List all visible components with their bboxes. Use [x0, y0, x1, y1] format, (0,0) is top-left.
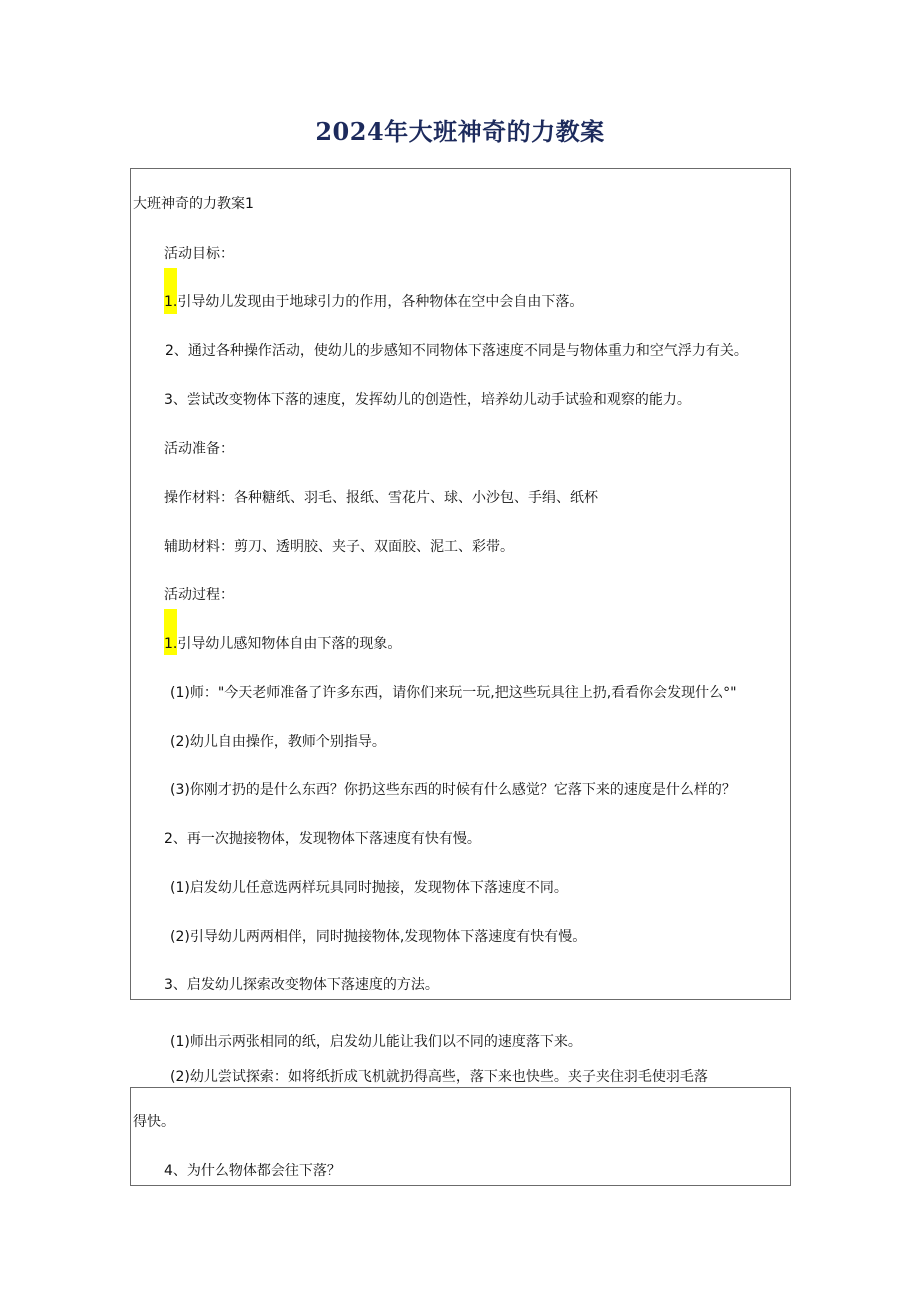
text-line: (1)师出示两张相同的纸，启发幼儿能让我们以不同的速度落下来。 — [170, 1034, 582, 1050]
text-line: 活动准备： — [164, 441, 234, 457]
text-line: 2、通过各种操作活动，使幼儿的步感知不同物体下落速度不同是与物体重力和空气浮力有关。 — [165, 343, 748, 359]
text-line: 活动过程： — [164, 587, 234, 603]
text-line: 1.引导幼儿发现由于地球引力的作用，各种物体在空中会自由下落。 — [164, 294, 584, 310]
text-line: 活动目标： — [164, 246, 234, 262]
text-line: 操作材料：各种糖纸、羽毛、报纸、雪花片、球、小沙包、手绢、纸杯 — [164, 490, 598, 506]
text-line: 3、尝试改变物体下落的速度，发挥幼儿的创造性，培养幼儿动手试验和观察的能力。 — [164, 392, 691, 408]
section-title: 大班神奇的力教案1 — [133, 196, 254, 212]
text-line: 得快。 — [133, 1114, 175, 1130]
text-line: 4、为什么物体都会往下落？ — [164, 1163, 341, 1179]
text-line: (2)幼儿尝试探索：如将纸折成飞机就扔得高些，落下来也快些。夹子夹住羽毛使羽毛落 — [170, 1069, 708, 1085]
text-line: (2)幼儿自由操作，教师个别指导。 — [170, 734, 386, 750]
text-line: 1.引导幼儿感知物体自由下落的现象。 — [164, 636, 402, 652]
text-line: (3)你刚才扔的是什么东西？你扔这些东西的时候有什么感觉？它落下来的速度是什么样的？ — [170, 782, 736, 798]
text-line: (1)师："今天老师准备了许多东西，请你们来玩一玩,把这些玩具往上扔,看看你会发现什么°" — [170, 685, 737, 701]
text-line: 2、再一次抛接物体，发现物体下落速度有快有慢。 — [164, 831, 481, 847]
text-line: (2)引导幼儿两两相伴，同时抛接物体,发现物体下落速度有快有慢。 — [170, 929, 587, 945]
text-line: 辅助材料：剪刀、透明胶、夹子、双面胶、泥工、彩带。 — [164, 539, 514, 555]
text-line: (1)启发幼儿任意选两样玩具同时抛接，发现物体下落速度不同。 — [170, 880, 568, 896]
document-title: 2024年大班神奇的力教案 — [315, 117, 605, 146]
text-line: 3、启发幼儿探索改变物体下落速度的方法。 — [164, 977, 439, 993]
